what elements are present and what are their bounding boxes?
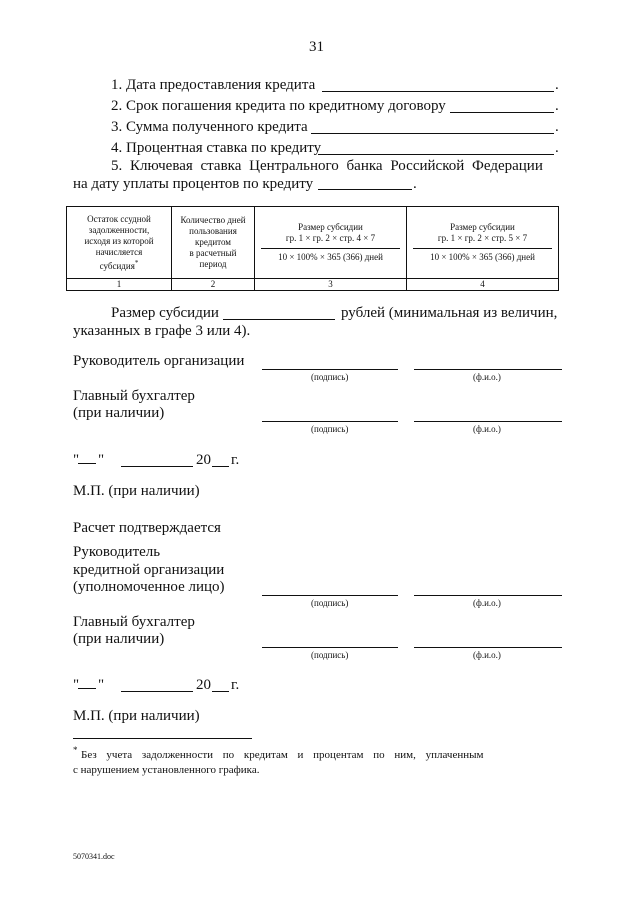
name-line — [414, 421, 562, 422]
signature-caption: (подпись) — [311, 598, 349, 608]
fill-line — [450, 112, 554, 113]
footnote-text-continued: с нарушением установленного графика. — [73, 764, 260, 776]
signature-caption: (подпись) — [311, 372, 349, 382]
signature-line — [262, 421, 398, 422]
period-mark: . — [413, 176, 417, 192]
fill-line — [318, 189, 412, 190]
fill-line — [311, 133, 554, 134]
date-year-line — [212, 466, 229, 467]
chief-accountant-label: Главный бухгалтер — [73, 388, 195, 404]
signature-caption: (подпись) — [311, 650, 349, 660]
bank-head-label-3: (уполномоченное лицо) — [73, 579, 225, 595]
subsidy-amount-note: указанных в графе 3 или 4). — [73, 323, 251, 339]
date-year: 20 — [196, 677, 211, 693]
name-caption: (ф.и.о.) — [473, 650, 501, 660]
stamp-label: М.П. (при наличии) — [73, 708, 200, 724]
date-open-quote: " — [73, 452, 80, 468]
col2-header: Количество дней пользования кредитом в расчетный период — [172, 207, 255, 279]
name-line — [414, 647, 562, 648]
signature-caption: (подпись) — [311, 424, 349, 434]
subsidy-amount-suffix: рублей (минимальная из величин, — [341, 305, 558, 321]
date-month-line — [121, 466, 193, 467]
item-credit-date: 1. Дата предоставления кредита — [111, 77, 316, 93]
head-of-organization-label: Руководитель организации — [73, 353, 245, 369]
col4-formula-denominator: 10 × 100% × 365 (366) дней — [413, 248, 552, 263]
footnote-separator — [73, 738, 252, 739]
subsidy-table — [66, 206, 559, 291]
signature-line — [262, 369, 398, 370]
period-mark: . — [555, 77, 559, 93]
name-caption: (ф.и.о.) — [473, 598, 501, 608]
col1-header: Остаток ссудной задолженности, исходя из которой начисляется субсидия* — [67, 207, 172, 279]
date-day-line — [78, 688, 96, 689]
period-mark: . — [555, 98, 559, 114]
name-caption: (ф.и.о.) — [473, 424, 501, 434]
name-caption: (ф.и.о.) — [473, 372, 501, 382]
item-key-rate-continued: на дату уплаты процентов по кредиту — [73, 176, 314, 192]
stamp-label: М.П. (при наличии) — [73, 483, 200, 499]
fill-line — [322, 91, 554, 92]
bank-head-label: Руководитель — [73, 544, 161, 560]
signature-line — [262, 595, 398, 596]
date-close-quote: " — [98, 452, 105, 468]
chief-accountant-note: (при наличии) — [73, 631, 165, 647]
col-number: 1 — [67, 279, 172, 291]
name-line — [414, 369, 562, 370]
page-number: 31 — [309, 39, 324, 55]
footnote-text: Без учета задолженности по кредитам и процентам по ним, уплаченным — [81, 749, 484, 761]
col4-header: Размер субсидии гр. 1 × гр. 2 × стр. 5 × 7 10 × 100% × 365 (366) дней — [407, 207, 559, 273]
fill-line — [223, 319, 335, 320]
name-line — [414, 595, 562, 596]
item-repayment-term: 2. Срок погашения кредита по кредитному договору — [111, 98, 446, 114]
col-number: 2 — [172, 279, 255, 291]
period-mark: . — [555, 140, 559, 156]
item-credit-amount: 3. Сумма полученного кредита — [111, 119, 308, 135]
date-day-line — [78, 463, 96, 464]
date-year-line — [212, 691, 229, 692]
signature-line — [262, 647, 398, 648]
item-interest-rate: 4. Процентная ставка по кредиту — [111, 140, 322, 156]
bank-head-label-2: кредитной организации — [73, 562, 225, 578]
calculation-confirmed-label: Расчет подтверждается — [73, 520, 221, 536]
date-close-quote: " — [98, 677, 105, 693]
col-number: 4 — [407, 279, 559, 291]
col-number: 3 — [255, 279, 407, 291]
fill-line — [318, 154, 554, 155]
chief-accountant-label: Главный бухгалтер — [73, 614, 195, 630]
chief-accountant-note: (при наличии) — [73, 405, 165, 421]
subsidy-amount-label: Размер субсидии — [111, 305, 219, 321]
date-month-line — [121, 691, 193, 692]
date-year: 20 — [196, 452, 211, 468]
col3-header: Размер субсидии гр. 1 × гр. 2 × стр. 4 × 7 10 × 100% × 365 (366) дней — [255, 207, 407, 273]
item-key-rate: 5. Ключевая ставка Центрального банка Российской Федерации — [111, 158, 543, 174]
period-mark: . — [555, 119, 559, 135]
date-suffix: г. — [231, 677, 240, 693]
date-suffix: г. — [231, 452, 240, 468]
document-code: 5070341.doc — [73, 852, 115, 861]
col3-formula-denominator: 10 × 100% × 365 (366) дней — [261, 248, 400, 263]
footnote-mark: * — [73, 745, 78, 755]
date-open-quote: " — [73, 677, 80, 693]
